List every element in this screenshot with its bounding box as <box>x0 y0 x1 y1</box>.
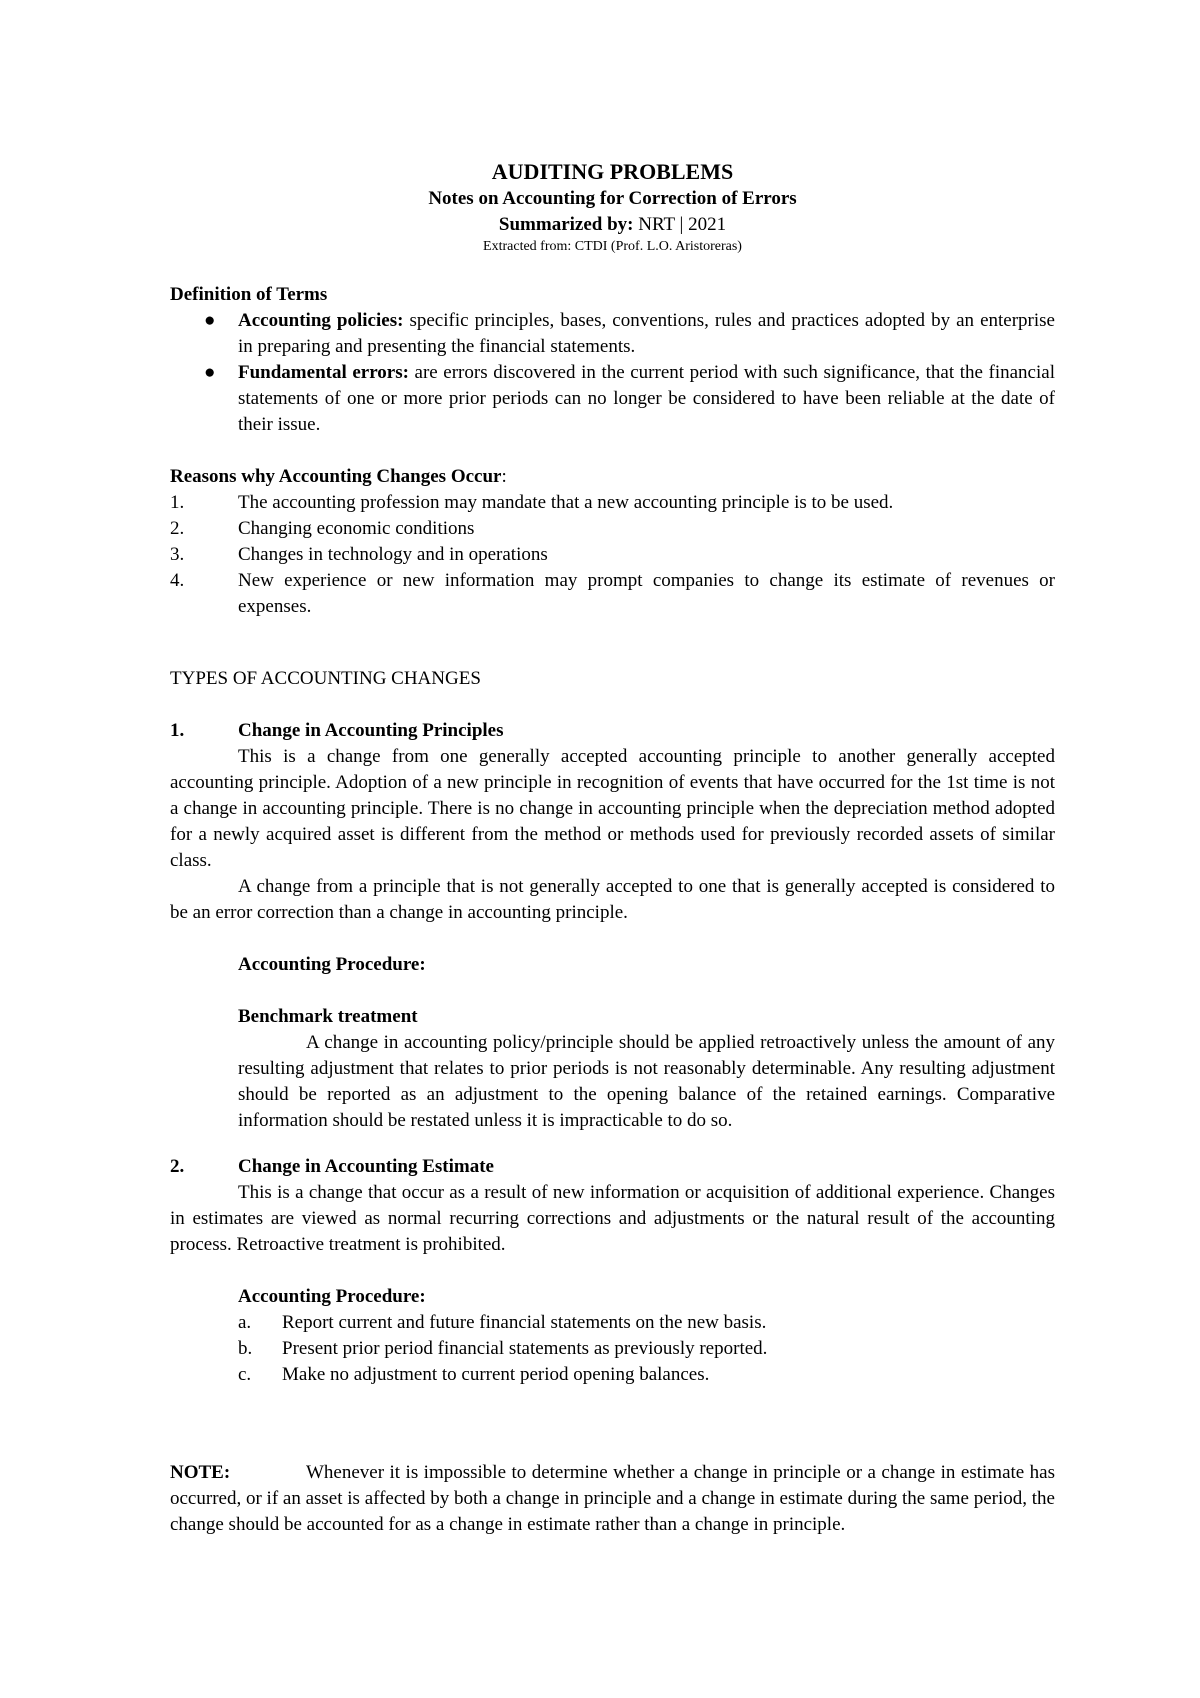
note-label: NOTE: <box>170 1462 231 1483</box>
estimate-procedure <box>170 1284 1055 1310</box>
benchmark-text: A change in accounting policy/principle should be applied retroactively unless the amount of any resulting adjustment that relates to prior periods is not reasonably determinable. Any resulting adjustment should be reported as an adjustment to the opening balance of the retained earnings. Comparative information should be restated unless it is impracticable to do so. <box>238 1032 1055 1131</box>
source-line: Extracted from: CTDI (Prof. L.O. Aristoreras) <box>483 239 742 254</box>
document-subtitle: Notes on Accounting for Correction of Errors <box>428 188 797 209</box>
procedure-heading: Accounting Procedure: <box>238 1286 426 1307</box>
list-item <box>170 360 1055 438</box>
list-item: c. Make no adjustment to current period opening balances. <box>238 1364 710 1385</box>
reasons-list <box>170 490 1055 620</box>
reasons-heading: Reasons why Accounting Changes Occur: <box>170 466 507 487</box>
estimate-steps <box>170 1310 1055 1388</box>
benchmark-heading: Benchmark treatment <box>238 1006 418 1027</box>
summarized-label: Summarized by: <box>498 214 634 235</box>
list-item: 3. Changes in technology and in operations <box>170 544 548 565</box>
list-item <box>170 308 1055 360</box>
definition-text: are errors discovered in the current period with such significance, that the financial statements of one or more prior periods can no longer be considered to have been reliable at the date of their issue. <box>238 362 1055 435</box>
definition-term: Accounting policies: <box>238 310 404 331</box>
types-heading: TYPES OF ACCOUNTING CHANGES <box>170 668 481 689</box>
estimate-paragraph-1: This is a change that occur as a result of new information or acquisition of additional experience. Changes in estimates are viewed as normal recurring corrections and adjustments or the natural result of the accounting process. Retroactive treatment is prohibited. <box>170 1182 1055 1255</box>
bullet-icon: ● <box>204 362 216 383</box>
definition-text: specific principles, bases, conventions, rules and practices adopted by an enterprise in preparing and presenting the financial statements. <box>238 310 1055 357</box>
definitions-list <box>170 308 1055 438</box>
summarized-value: NRT | 2021 <box>638 214 727 235</box>
list-item: b. Present prior period financial statements as previously reported. <box>238 1338 768 1359</box>
definition-term: Fundamental errors: <box>238 362 409 383</box>
document-title: AUDITING PROBLEMS <box>491 159 734 184</box>
list-item: 4. New experience or new information may prompt companies to change its estimate of revenues or expenses. <box>170 570 1055 617</box>
principles-paragraph-2: A change from a principle that is not generally accepted to one that is generally accepted is considered to be an error correction than a change in accounting principle. <box>170 876 1055 923</box>
principles-procedure <box>170 952 1055 1134</box>
list-item: 2. Changing economic conditions <box>170 518 475 539</box>
list-item: a. Report current and future financial statements on the new basis. <box>238 1312 767 1333</box>
principles-paragraph-1: This is a change from one generally accepted accounting principle to another generally accepted accounting principle. Adoption of a new principle in recognition of events that have occurred for the 1st time is not a change in accounting principle. There is no change in accounting principle when the depreciation method adopted for a newly acquired asset is different from the method or methods used for previously recorded assets of similar class. <box>170 746 1055 871</box>
principles-heading: 1. Change in Accounting Principles <box>170 720 504 741</box>
note-paragraph <box>170 1460 1055 1538</box>
definitions-heading: Definition of Terms <box>170 284 328 305</box>
estimate-heading: 2. Change in Accounting Estimate <box>170 1156 494 1177</box>
note-text: Whenever it is impossible to determine whether a change in principle or a change in estimate has occurred, or if an asset is affected by both a change in principle and a change in estimate during the same period, the change should be accounted for as a change in estimate rather than a change in principle. <box>170 1462 1055 1535</box>
bullet-icon: ● <box>204 310 216 331</box>
list-item: 1. The accounting profession may mandate that a new accounting principle is to be used. <box>170 492 894 513</box>
document-page <box>170 158 1055 1538</box>
summary-line <box>170 212 1055 238</box>
procedure-heading: Accounting Procedure: <box>238 954 426 975</box>
